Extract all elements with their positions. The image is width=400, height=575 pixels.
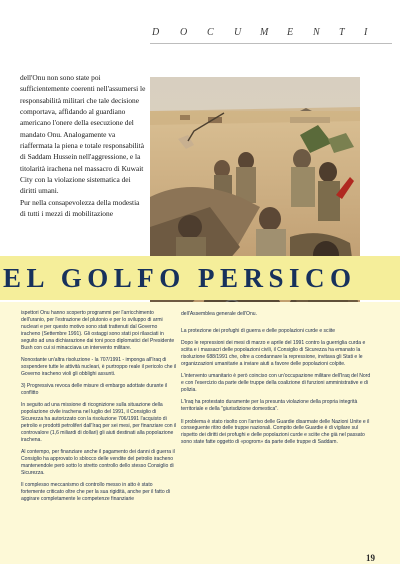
body-paragraph: Nonostante un'altra risoluzione - la 707/1991 - imponga all'Iraq di sospendere tutte le attività nucleari, è purtroppo reale il pericolo che il Governo iracheno violi gli obblighi assunti. xyxy=(21,356,177,377)
header-letter: N xyxy=(313,27,324,38)
intro-paragraph: Pur nella consapevolezza della modestia di tutti i mezzi di mobilitazione xyxy=(20,197,140,219)
continuation-line: dell'Assemblea generale dell'Onu. xyxy=(181,311,257,317)
right-column xyxy=(181,311,371,452)
header-letter: O xyxy=(180,27,192,38)
header-letter: E xyxy=(287,27,298,38)
section-header xyxy=(0,27,400,41)
header-rule xyxy=(150,43,392,44)
subheading: La protezione dei profughi di guerra e delle popolazioni curde e sciite xyxy=(181,327,336,334)
header-letter: T xyxy=(339,27,349,38)
header-letter: D xyxy=(152,27,164,38)
intro-column xyxy=(20,72,146,219)
page-number: 19 xyxy=(366,553,375,563)
intro-paragraph: dell'Onu non sono state poi sufficientemente coerenti nell'assumersi le responsabilità militari che tale decisione comportava, affidando al guardiano americano l'onere della esecuzione del mandato Onu. Analogamente va riaffermata la piena e totale responsabilità di Saddam Hussein nell'aggressione, e la titolarità irachena nel massacro di Kuwait City con la violazione sistematica dei diritti umani. xyxy=(20,73,146,196)
body-paragraph: In seguito ad una missione di ricognizione sulla situazione della popolazione civile irachena nel luglio del 1991, il Consiglio di Sicurezza ha autorizzato con la risoluzione 706/1991 l'acquisto di petrolio e prodotti petroliferi dall'Iraq per sei mesi, per finanziare con il controvalore (1,6 miliardi di dollari) gli aiuti destinati alla popolazione irachena. xyxy=(21,402,177,443)
body-paragraph: Il complesso meccanismo di controllo messo in atto è stato fortemente criticato oltre che per la sua rigidità, anche per il fatto di aggirare completamente le competenze finanziarie xyxy=(21,481,170,502)
body-paragraph: Dopo le repressioni dei mesi di marzo e aprile del 1991 contro la guerriglia curda e sciita e i massacri delle popolazioni civili, il Consiglio di Sicurezza ha emanato la risoluzione 688/1991 che, oltre a condannare la repressione, invitava gli Stati e le organizzazioni umanitarie a inviare aiuti a favore delle popolazioni colpite. xyxy=(181,340,366,367)
body-paragraph: Il problema è stato risolto con l'arrivo delle Guardie disarmate delle Nazioni Unite e il conseguente ritiro delle truppe nazionali. Compito delle Guardie è di vigilare sul rispetto dei diritti dei profughi e delle popolazioni curde e sciite che già nel passato sono state fatte oggetto di «pogrom» da parte delle truppe di Saddam. xyxy=(181,418,370,446)
body-paragraph: ispettori Onu hanno scoperto programmi per l'arricchimento dell'uranio, per l'estrazione del plutonio e per lo sviluppo di armi nucleari e per questo motivo sono stati trattenuti dal Governo iracheno (Settembre 1991). Gli ostaggi sono stati poi rilasciati in seguito ad una dichiarazione dai toni poco diplomatici del Presidente Bush con cui si minacciava un intervento militare. xyxy=(21,310,175,351)
subheading: 3) Progressiva revoca delle misure di embargo adottate durante il conflitto xyxy=(21,382,168,396)
section-title: EL GOLFO PERSICO xyxy=(3,263,357,293)
article-body xyxy=(0,302,400,564)
body-paragraph: L'Iraq ha protestato duramente per la presunta violazione della propria integrità territoriale e della "giurisdizione domestica". xyxy=(181,399,358,413)
body-paragraph: L'intervento umanitario è però coinciso con un'occupazione militare dell'Iraq del Nord e con l'esercizio da parte delle truppe della coalizione di funzioni amministrative e di polizia. xyxy=(181,373,371,394)
header-letter: I xyxy=(364,27,372,38)
body-paragraph: Al contempo, per finanziare anche il pagamento dei danni di guerra il Consiglio ha approvato lo sblocco delle vendite del petrolio iracheno mantenendole però sotto lo stretto controllo dello stesso Consiglio di Sicurezza. xyxy=(21,448,175,476)
header-letter: C xyxy=(207,27,218,38)
header-letter: U xyxy=(234,27,246,38)
header-letter: M xyxy=(260,27,273,38)
left-column xyxy=(21,310,177,508)
